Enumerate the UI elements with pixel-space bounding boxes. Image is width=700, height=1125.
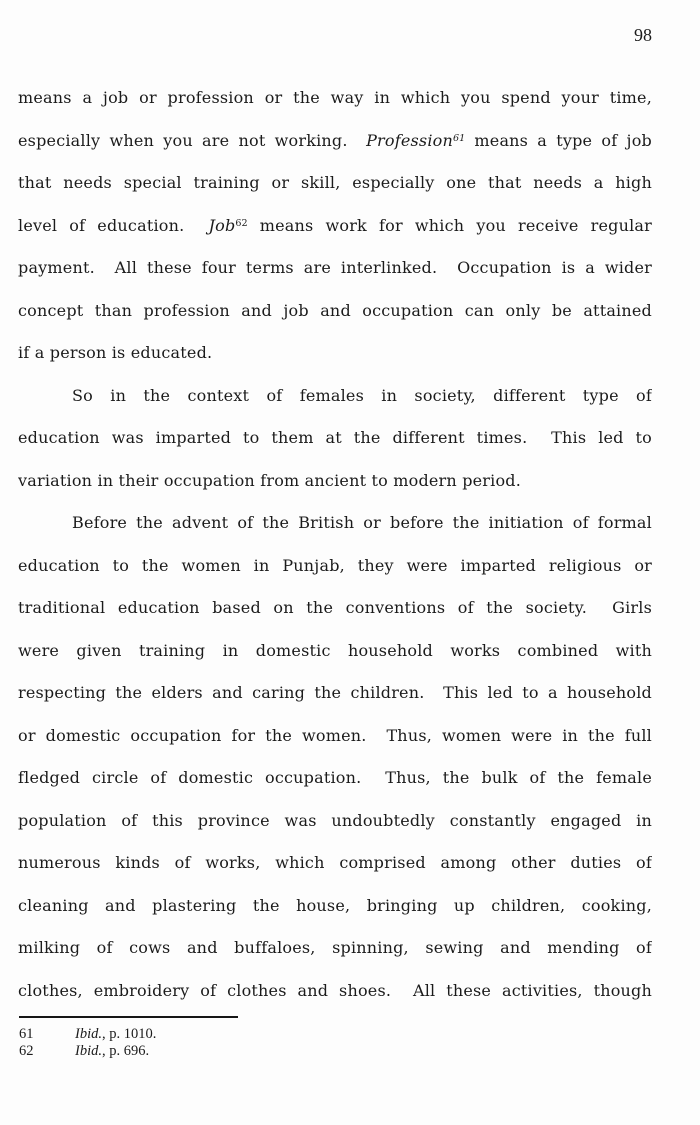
body-line <box>18 502 652 545</box>
text-segment: education was imparted to them at the different times. This led to <box>18 428 652 447</box>
text-segment: Before the advent of the British or before the initiation of formal <box>72 513 652 532</box>
footnote-text <box>75 1043 469 1060</box>
footnote-number: 62 <box>19 1042 34 1059</box>
text-segment: especially when you are not working. <box>18 130 367 150</box>
text-segment: respecting the elders and caring the children. This led to a household <box>18 683 652 702</box>
body-line <box>18 672 652 715</box>
text-segment: level of education. <box>18 215 209 235</box>
text-segment: payment. All these four terms are interlinked. Occupation is a wider <box>18 258 652 277</box>
body-line <box>18 162 652 205</box>
body-line <box>18 417 652 460</box>
body-line <box>18 545 652 588</box>
text-segment: traditional education based on the conventions of the society. Girls <box>18 598 652 617</box>
text-segment: Job <box>208 215 236 235</box>
body-line <box>18 460 652 503</box>
body-line <box>18 842 652 885</box>
body-line <box>18 77 652 120</box>
text-segment: milking of cows and buffaloes, spinning, sewing and mending of <box>18 938 652 957</box>
footnote-text <box>75 1026 469 1043</box>
text-segment: , p. 696. <box>101 1042 150 1059</box>
text-segment: were given training in domestic household works combined with <box>18 640 652 660</box>
text-segment: fledged circle of domestic occupation. Thus, the bulk of the female <box>18 768 652 787</box>
body-line <box>18 587 652 630</box>
text-segment: , p. 1010. <box>101 1026 157 1042</box>
footnote-reference: 62 <box>235 217 248 229</box>
body-line <box>18 332 652 375</box>
body-line <box>18 290 652 333</box>
body-line <box>18 120 652 163</box>
text-segment: means a job or profession or the way in which you spend your time, <box>18 88 652 107</box>
text-segment: Profession <box>366 130 453 150</box>
body-line <box>18 247 652 290</box>
text-segment: population of this province was undoubtedly constantly engaged in <box>18 810 652 830</box>
text-segment: clothes, embroidery of clothes and shoes. All these activities, though <box>18 980 652 1000</box>
body-line <box>18 800 652 843</box>
footnote <box>19 1026 469 1043</box>
text-segment: if a person is educated. <box>18 343 213 362</box>
body-text <box>18 77 652 1012</box>
text-segment: numerous kinds of works, which comprised among other duties of <box>18 853 652 872</box>
text-segment: means a type of job <box>465 130 652 150</box>
page-number: 98 <box>634 25 652 45</box>
body-line <box>18 715 652 758</box>
body-line <box>18 970 652 1013</box>
text-segment: cleaning and plastering the house, bringing up children, cooking, <box>18 895 652 915</box>
text-segment: variation in their occupation from ancient to modern period. <box>18 470 522 490</box>
footnote-reference: 61 <box>452 132 466 144</box>
body-line <box>18 885 652 928</box>
text-segment: concept than profession and job and occupation can only be attained <box>18 300 652 320</box>
text-segment: So in the context of females in society, different type of <box>72 385 652 405</box>
footnote-number: 61 <box>19 1026 34 1042</box>
text-segment: or domestic occupation for the women. Thus, women were in the full <box>18 725 652 745</box>
body-line <box>18 205 652 248</box>
body-line <box>18 375 652 418</box>
body-line <box>18 630 652 673</box>
body-line <box>18 757 652 800</box>
footnotes <box>19 1026 469 1059</box>
text-segment: means work for which you receive regular <box>247 215 652 235</box>
text-segment: education to the women in Punjab, they were imparted religious or <box>18 555 652 575</box>
text-segment: that needs special training or skill, especially one that needs a high <box>18 173 652 192</box>
text-segment: Ibid. <box>75 1042 102 1059</box>
footnote-separator <box>19 1016 238 1018</box>
body-line <box>18 927 652 970</box>
text-segment: Ibid. <box>75 1026 102 1042</box>
footnote <box>19 1043 469 1060</box>
